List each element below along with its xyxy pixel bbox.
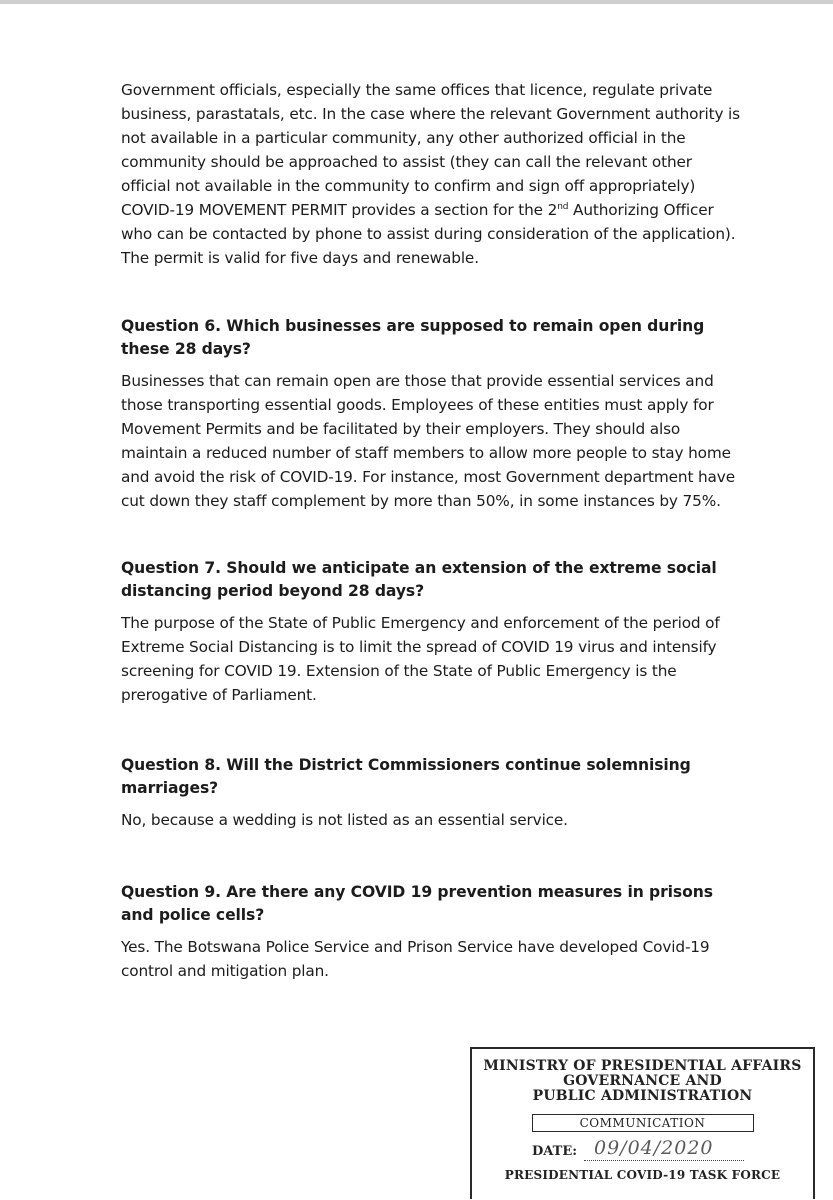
question-heading: Question 7. Should we anticipate an extension of the extreme social distancing period beyond 28 days? — [121, 559, 717, 600]
stamp-date-row — [532, 1136, 813, 1164]
intro-text-start: Government officials, especially the same offices that licence, regulate private business, parastatals, etc. In the case where the relevant Government authority is not available in a particular community, any other authorized official in the community should be approached to assist (they can call the relevant other official not available in the community to confirm and sign off appropriately) COVID-19 MOVEMENT PERMIT provides a section for the 2 — [121, 81, 740, 219]
stamp-administration-line: PUBLIC ADMINISTRATION — [532, 1088, 753, 1104]
faq-item-q6 — [121, 315, 746, 513]
stamp-task-force-line: PRESIDENTIAL COVID-19 TASK FORCE — [504, 1168, 781, 1182]
answer-text: The purpose of the State of Public Emergency and enforcement of the period of Extreme Social Distancing is to limit the spread of COVID 19 virus and intensify screening for COVID 19. Extension of the State of Public Emergency is the prerogative of Parliament. — [121, 614, 720, 704]
document-body — [121, 78, 746, 983]
stamp-communication-box: COMMUNICATION — [532, 1114, 754, 1132]
faq-item-q7 — [121, 557, 746, 707]
faq-item-q9 — [121, 881, 746, 983]
stamp-date-value: 09/04/2020 — [594, 1137, 714, 1159]
stamp-ministry-line: MINISTRY OF PRESIDENTIAL AFFAIRS — [483, 1058, 802, 1074]
question-heading: Question 9. Are there any COVID 19 prevention measures in prisons and police cells? — [121, 883, 713, 924]
question-heading: Question 6. Which businesses are supposed to remain open during these 28 days? — [121, 317, 705, 358]
stamp-governance-line: GOVERNANCE AND — [563, 1073, 722, 1089]
intro-text-end: Authorizing Officer who can be contacted by phone to assist during consideration of the application). The permit is valid for five days and renewable. — [121, 201, 736, 267]
intro-paragraph — [121, 78, 746, 270]
stamp-date-label: DATE: — [532, 1144, 578, 1159]
page-top-edge — [0, 0, 833, 4]
question-heading: Question 8. Will the District Commissioners continue solemnising marriages? — [121, 756, 691, 797]
stamp-date-underline — [584, 1160, 744, 1161]
answer-text: Businesses that can remain open are those that provide essential services and those transporting essential goods. Employees of these entities must apply for Movement Permits and be facilitated by their employers. They should also maintain a reduced number of staff members to allow more people to stay home and avoid the risk of COVID-19. For instance, most Government department have cut down they staff complement by more than 50%, in some instances by 75%. — [121, 372, 735, 510]
answer-text: Yes. The Botswana Police Service and Prison Service have developed Covid-19 control and mitigation plan. — [121, 938, 710, 980]
official-stamp — [470, 1047, 815, 1199]
answer-text: No, because a wedding is not listed as an essential service. — [121, 811, 568, 829]
ordinal-suffix: nd — [557, 201, 569, 212]
faq-item-q8 — [121, 754, 746, 832]
